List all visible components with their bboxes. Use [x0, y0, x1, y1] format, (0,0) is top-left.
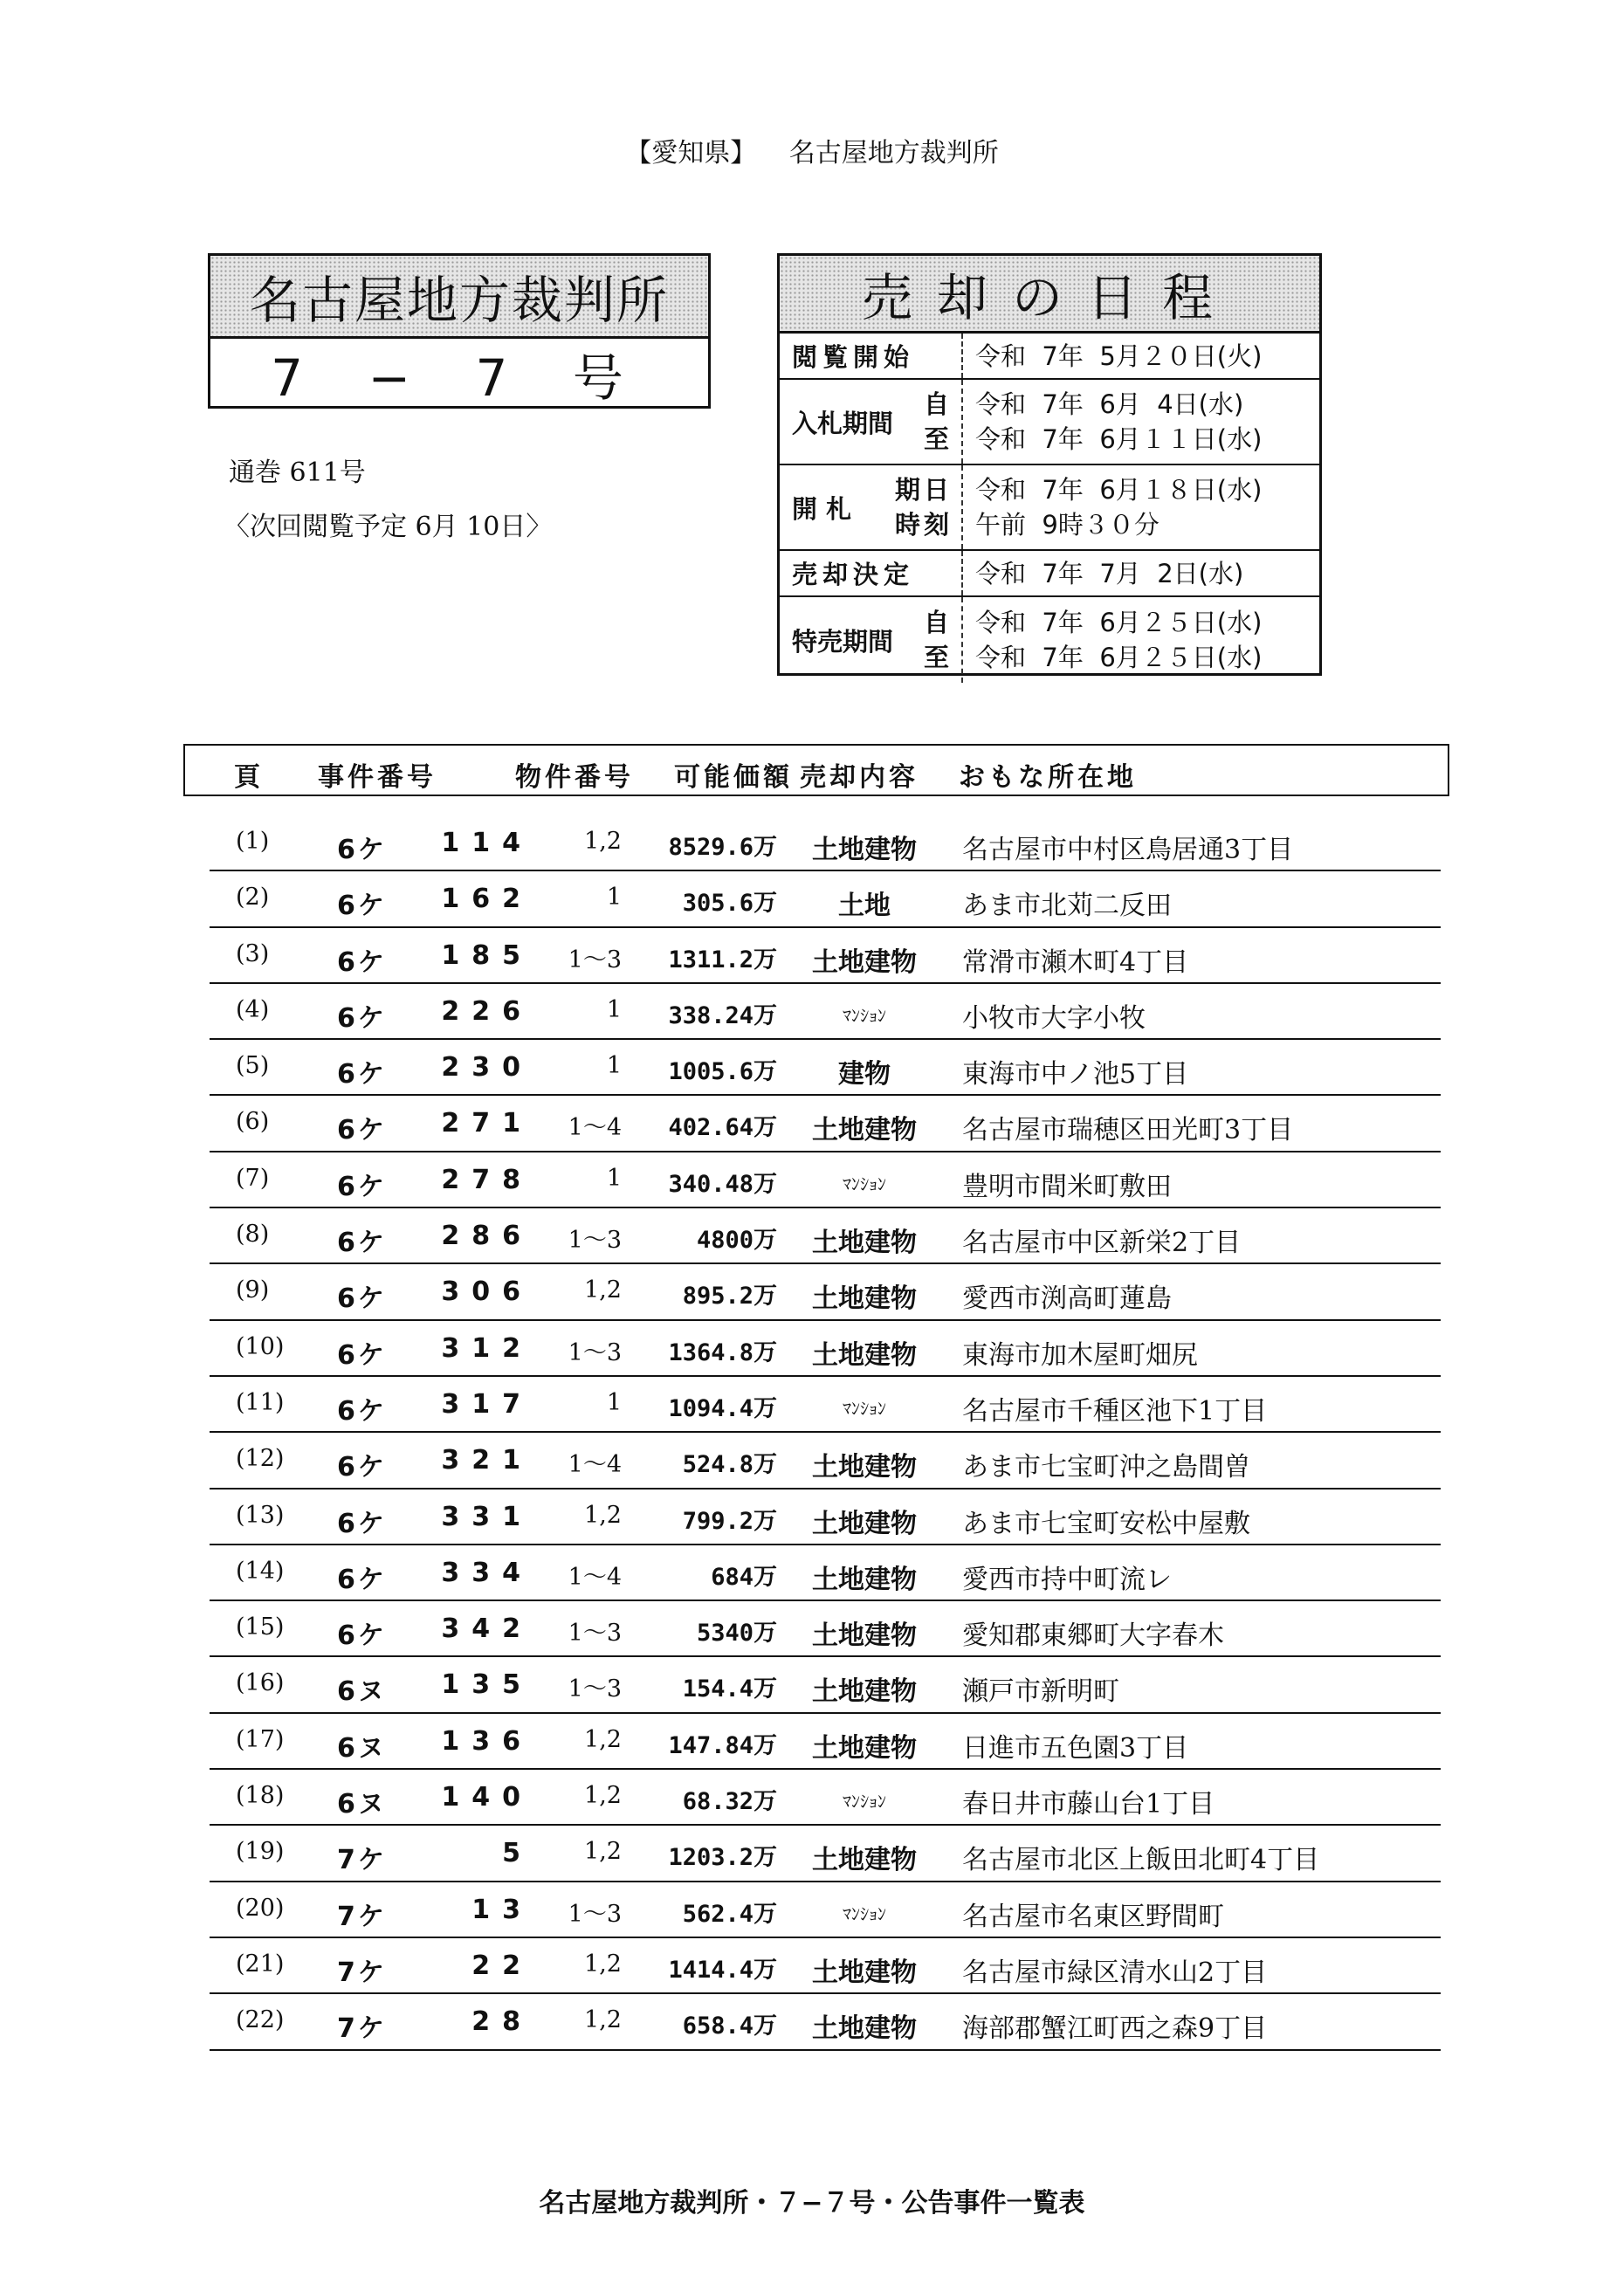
- row-location: 名古屋市名東区野間町: [962, 1901, 1224, 1932]
- row-price: 1414.4万: [668, 1956, 777, 1984]
- row-sale-type: 土地建物: [812, 1115, 917, 1146]
- row-sale-type: 土地: [838, 891, 891, 922]
- header-location: おもな所在地: [959, 762, 1137, 793]
- row-page: (19): [236, 1838, 285, 1866]
- row-item-number: 1〜3: [568, 946, 622, 974]
- row-sale-type: 土地建物: [812, 1452, 917, 1483]
- row-case-type: 6ケ: [337, 1620, 387, 1652]
- table-row: [210, 1994, 1441, 2050]
- row-case-number: 321: [441, 1445, 533, 1476]
- row-sale-type: 土地建物: [812, 1228, 917, 1259]
- schedule-value: 令和 7年 6月２５日(水): [975, 643, 1263, 672]
- table-row: [210, 1545, 1441, 1601]
- row-price: 4800万: [696, 1227, 777, 1255]
- row-item-number: 1,2: [584, 1782, 622, 1810]
- schedule-sublabel: 自: [923, 389, 953, 419]
- header-item-number: 物件番号: [515, 762, 634, 793]
- header-page: 頁: [234, 762, 264, 793]
- table-row: [210, 815, 1441, 871]
- row-location: 日進市五色園3丁目: [962, 1732, 1189, 1764]
- table-row: [210, 1938, 1441, 1994]
- table-row: [210, 1433, 1441, 1489]
- prefecture-label: 【愛知県】: [625, 138, 757, 169]
- schedule-label: 閲覧開始: [792, 342, 915, 372]
- row-item-number: 1,2: [584, 1501, 622, 1529]
- row-location: 名古屋市中村区鳥居通3丁目: [962, 835, 1294, 865]
- row-price: 154.4万: [682, 1675, 777, 1703]
- row-location: 名古屋市中区新栄2丁目: [962, 1228, 1242, 1259]
- row-case-number: 136: [441, 1725, 533, 1757]
- table-row: [210, 1826, 1441, 1882]
- row-item-number: 1〜4: [568, 1563, 622, 1591]
- row-page: (16): [236, 1669, 285, 1697]
- case-list-header: [183, 744, 1449, 796]
- row-case-type: 6ケ: [337, 1002, 387, 1034]
- row-page: (12): [236, 1445, 285, 1473]
- row-item-number: 1,2: [584, 1838, 622, 1866]
- row-page: (9): [236, 1276, 270, 1304]
- row-sale-type: 土地建物: [812, 835, 917, 865]
- row-case-type: 6ヌ: [337, 1789, 387, 1820]
- row-case-type: 7ケ: [337, 1901, 387, 1932]
- table-row: [210, 1770, 1441, 1826]
- schedule-value: 令和 7年 6月 4日(水): [975, 389, 1244, 419]
- header-sale-type: 売却内容: [800, 762, 919, 793]
- row-case-type: 6ケ: [337, 1339, 387, 1371]
- row-case-number: 135: [441, 1669, 533, 1701]
- court-name: 名古屋地方裁判所: [210, 256, 708, 339]
- row-price: 895.2万: [682, 1283, 777, 1311]
- schedule-value: 午前 9時３０分: [975, 510, 1160, 540]
- row-item-number: 1〜3: [568, 1227, 622, 1255]
- row-location: あま市七宝町安松中屋敷: [962, 1508, 1250, 1539]
- row-case-number: 185: [441, 939, 533, 971]
- row-page: (6): [236, 1108, 270, 1136]
- page-footer: 名古屋地方裁判所・７−７号・公告事件一覧表: [539, 2188, 1085, 2219]
- schedule-value: 令和 7年 6月１１日(水): [975, 424, 1263, 454]
- schedule-label: 開 札: [792, 493, 852, 524]
- row-price: 402.64万: [668, 1114, 777, 1142]
- table-row: [210, 1096, 1441, 1152]
- row-item-number: 1: [606, 884, 622, 912]
- row-case-type: 6ケ: [337, 1508, 387, 1539]
- court-box: [208, 253, 711, 409]
- table-row: [210, 1882, 1441, 1938]
- row-case-number: 271: [441, 1108, 533, 1139]
- row-item-number: 1〜4: [568, 1451, 622, 1479]
- row-case-type: 7ケ: [337, 1957, 387, 1988]
- row-price: 1203.2万: [668, 1844, 777, 1872]
- row-price: 1005.6万: [668, 1058, 777, 1086]
- row-item-number: 1,2: [584, 1950, 622, 1978]
- row-price: 562.4万: [682, 1900, 777, 1928]
- row-location: 愛西市持中町流レ: [962, 1564, 1172, 1595]
- schedule-sublabel: 期日: [895, 475, 953, 505]
- row-item-number: 1〜3: [568, 1620, 622, 1648]
- row-item-number: 1,2: [584, 1725, 622, 1753]
- row-page: (8): [236, 1221, 270, 1249]
- row-case-number: 162: [441, 884, 533, 915]
- row-location: 名古屋市瑞穂区田光町3丁目: [962, 1115, 1294, 1146]
- case-list: [210, 815, 1441, 2051]
- row-case-number: 140: [441, 1782, 533, 1813]
- row-location: 名古屋市緑区清水山2丁目: [962, 1957, 1268, 1988]
- row-case-number: 317: [441, 1388, 533, 1420]
- row-item-number: 1,2: [584, 2006, 622, 2034]
- row-location: 豊明市間米町敷田: [962, 1171, 1172, 1202]
- table-row: [210, 1489, 1441, 1545]
- row-page: (21): [236, 1950, 285, 1978]
- row-price: 1364.8万: [668, 1338, 777, 1366]
- row-sale-type: 土地建物: [812, 1732, 917, 1764]
- row-page: (3): [236, 939, 270, 967]
- row-location: 海部郡蟹江町西之森9丁目: [962, 2013, 1268, 2045]
- row-case-number: 230: [441, 1052, 533, 1084]
- row-page: (4): [236, 995, 270, 1023]
- row-case-type: 6ケ: [337, 1283, 387, 1315]
- row-sale-type: 土地建物: [812, 1620, 917, 1652]
- row-sale-type: 土地建物: [812, 1564, 917, 1595]
- table-row: [210, 1601, 1441, 1657]
- row-location: 東海市中ノ池5丁目: [962, 1059, 1189, 1090]
- row-item-number: 1〜4: [568, 1114, 622, 1142]
- row-page: (22): [236, 2006, 285, 2034]
- row-case-type: 7ケ: [337, 2013, 387, 2045]
- volume-number: 通巻 611号: [229, 458, 366, 488]
- schedule-label: 売却決定: [792, 560, 915, 589]
- table-row: [210, 1377, 1441, 1433]
- row-location: あま市北苅二反田: [962, 891, 1172, 922]
- row-price: 524.8万: [682, 1451, 777, 1479]
- schedule-value: 令和 7年 6月１８日(水): [975, 475, 1263, 505]
- row-page: (13): [236, 1501, 285, 1529]
- row-price: 658.4万: [682, 2012, 777, 2040]
- row-item-number: 1,2: [584, 828, 622, 855]
- table-row: [210, 1264, 1441, 1320]
- schedule-row-decision: [780, 551, 1319, 597]
- row-case-type: 6ケ: [337, 1228, 387, 1259]
- header-case-number: 事件番号: [318, 762, 437, 793]
- schedule-value: 令和 7年 5月２０日(火): [975, 341, 1263, 371]
- row-case-type: 6ケ: [337, 1171, 387, 1202]
- row-case-type: 6ケ: [337, 1395, 387, 1427]
- row-page: (17): [236, 1725, 285, 1753]
- row-case-number: 28: [471, 2006, 533, 2038]
- row-price: 799.2万: [682, 1507, 777, 1535]
- row-page: (10): [236, 1332, 285, 1360]
- row-page: (14): [236, 1557, 285, 1585]
- row-sale-type: ﾏﾝｼｮﾝ: [843, 1173, 886, 1194]
- schedule-label: 入札期間: [792, 408, 894, 438]
- row-sale-type: ﾏﾝｼｮﾝ: [843, 1902, 886, 1924]
- schedule-row-viewing-start: [780, 334, 1319, 380]
- row-sale-type: 土地建物: [812, 1845, 917, 1876]
- next-viewing-date: 〈次回閲覧予定 6月 10日〉: [224, 512, 553, 542]
- schedule-title: 売却の日程: [780, 256, 1319, 334]
- row-price: 305.6万: [682, 890, 777, 918]
- row-sale-type: 土地建物: [812, 2013, 917, 2045]
- row-location: あま市七宝町沖之島間曽: [962, 1452, 1250, 1483]
- row-item-number: 1: [606, 1052, 622, 1080]
- table-row: [210, 1208, 1441, 1264]
- row-page: (11): [236, 1388, 285, 1416]
- row-sale-type: 土地建物: [812, 1283, 917, 1315]
- schedule-sublabel: 時刻: [895, 510, 953, 540]
- row-case-number: 286: [441, 1221, 533, 1252]
- row-item-number: 1,2: [584, 1276, 622, 1304]
- issue-number: 7 − 7 号: [271, 348, 648, 408]
- row-price: 147.84万: [668, 1731, 777, 1759]
- schedule-value: 令和 7年 6月２５日(水): [975, 608, 1263, 637]
- row-price: 340.48万: [668, 1170, 777, 1198]
- row-case-type: 6ケ: [337, 835, 387, 865]
- row-location: 瀬戸市新明町: [962, 1676, 1119, 1708]
- table-row: [210, 928, 1441, 984]
- table-row: [210, 984, 1441, 1040]
- row-case-type: 6ケ: [337, 1115, 387, 1146]
- table-row: [210, 871, 1441, 927]
- row-page: (7): [236, 1164, 270, 1192]
- row-sale-type: 建物: [838, 1059, 891, 1090]
- row-case-number: 22: [471, 1950, 533, 1981]
- table-row: [210, 1657, 1441, 1713]
- row-price: 5340万: [696, 1620, 777, 1648]
- table-row: [210, 1040, 1441, 1096]
- row-case-number: 5: [502, 1838, 533, 1869]
- row-case-type: 6ケ: [337, 1564, 387, 1595]
- table-row: [210, 1321, 1441, 1377]
- row-page: (18): [236, 1782, 285, 1810]
- row-location: 春日井市藤山台1丁目: [962, 1789, 1215, 1820]
- row-sale-type: 土地建物: [812, 946, 917, 978]
- schedule-sublabel: 至: [923, 643, 953, 672]
- court-label: 名古屋地方裁判所: [788, 138, 999, 169]
- row-case-type: 7ケ: [337, 1845, 387, 1876]
- row-item-number: 1: [606, 1388, 622, 1416]
- row-case-type: 6ケ: [337, 891, 387, 922]
- row-sale-type: ﾏﾝｼｮﾝ: [843, 1791, 886, 1813]
- row-price: 68.32万: [682, 1788, 777, 1816]
- row-case-number: 13: [471, 1894, 533, 1925]
- row-price: 684万: [711, 1563, 777, 1591]
- row-location: 愛知郡東郷町大字春木: [962, 1620, 1224, 1652]
- row-case-number: 334: [441, 1557, 533, 1588]
- row-page: (1): [236, 828, 270, 855]
- row-case-type: 6ケ: [337, 1059, 387, 1090]
- row-page: (2): [236, 884, 270, 912]
- row-case-type: 6ヌ: [337, 1732, 387, 1764]
- row-sale-type: ﾏﾝｼｮﾝ: [843, 1004, 886, 1026]
- row-location: 東海市加木屋町畑尻: [962, 1339, 1198, 1371]
- row-price: 1094.4万: [668, 1394, 777, 1422]
- row-page: (15): [236, 1613, 285, 1641]
- row-item-number: 1〜3: [568, 1338, 622, 1366]
- schedule-row-bid-period: [780, 380, 1319, 465]
- sale-schedule-box: [777, 253, 1322, 676]
- row-sale-type: 土地建物: [812, 1508, 917, 1539]
- row-case-type: 6ヌ: [337, 1676, 387, 1708]
- row-case-number: 278: [441, 1164, 533, 1195]
- schedule-value: 令和 7年 7月 2日(水): [975, 558, 1244, 588]
- row-location: 名古屋市千種区池下1丁目: [962, 1395, 1268, 1427]
- row-location: 名古屋市北区上飯田北町4丁目: [962, 1845, 1320, 1876]
- row-sale-type: 土地建物: [812, 1339, 917, 1371]
- row-price: 338.24万: [668, 1001, 777, 1029]
- row-sale-type: 土地建物: [812, 1957, 917, 1988]
- row-case-type: 6ケ: [337, 946, 387, 978]
- row-case-number: 306: [441, 1276, 533, 1308]
- row-case-type: 6ケ: [337, 1452, 387, 1483]
- row-case-number: 226: [441, 995, 533, 1027]
- row-page: (20): [236, 1894, 285, 1922]
- schedule-label: 特売期間: [792, 626, 894, 657]
- row-case-number: 342: [441, 1613, 533, 1645]
- row-case-number: 114: [441, 828, 533, 858]
- header-price: 可能価額: [674, 762, 793, 793]
- row-sale-type: 土地建物: [812, 1676, 917, 1708]
- page-header: [0, 131, 1624, 169]
- schedule-row-opening: [780, 465, 1319, 551]
- row-item-number: 1: [606, 1164, 622, 1192]
- row-case-number: 312: [441, 1332, 533, 1364]
- schedule-row-special-period: [780, 597, 1319, 683]
- row-case-number: 331: [441, 1501, 533, 1532]
- schedule-sublabel: 至: [923, 424, 953, 454]
- table-row: [210, 1714, 1441, 1770]
- row-location: 愛西市渕高町蓮島: [962, 1283, 1172, 1315]
- schedule-sublabel: 自: [923, 608, 953, 637]
- row-item-number: 1: [606, 995, 622, 1023]
- row-price: 8529.6万: [668, 834, 777, 861]
- table-row: [210, 1152, 1441, 1208]
- row-price: 1311.2万: [668, 946, 777, 974]
- row-sale-type: ﾏﾝｼｮﾝ: [843, 1397, 886, 1419]
- row-location: 常滑市瀬木町4丁目: [962, 946, 1189, 978]
- row-item-number: 1〜3: [568, 1675, 622, 1703]
- row-location: 小牧市大字小牧: [962, 1002, 1146, 1034]
- row-page: (5): [236, 1052, 270, 1080]
- row-item-number: 1〜3: [568, 1900, 622, 1928]
